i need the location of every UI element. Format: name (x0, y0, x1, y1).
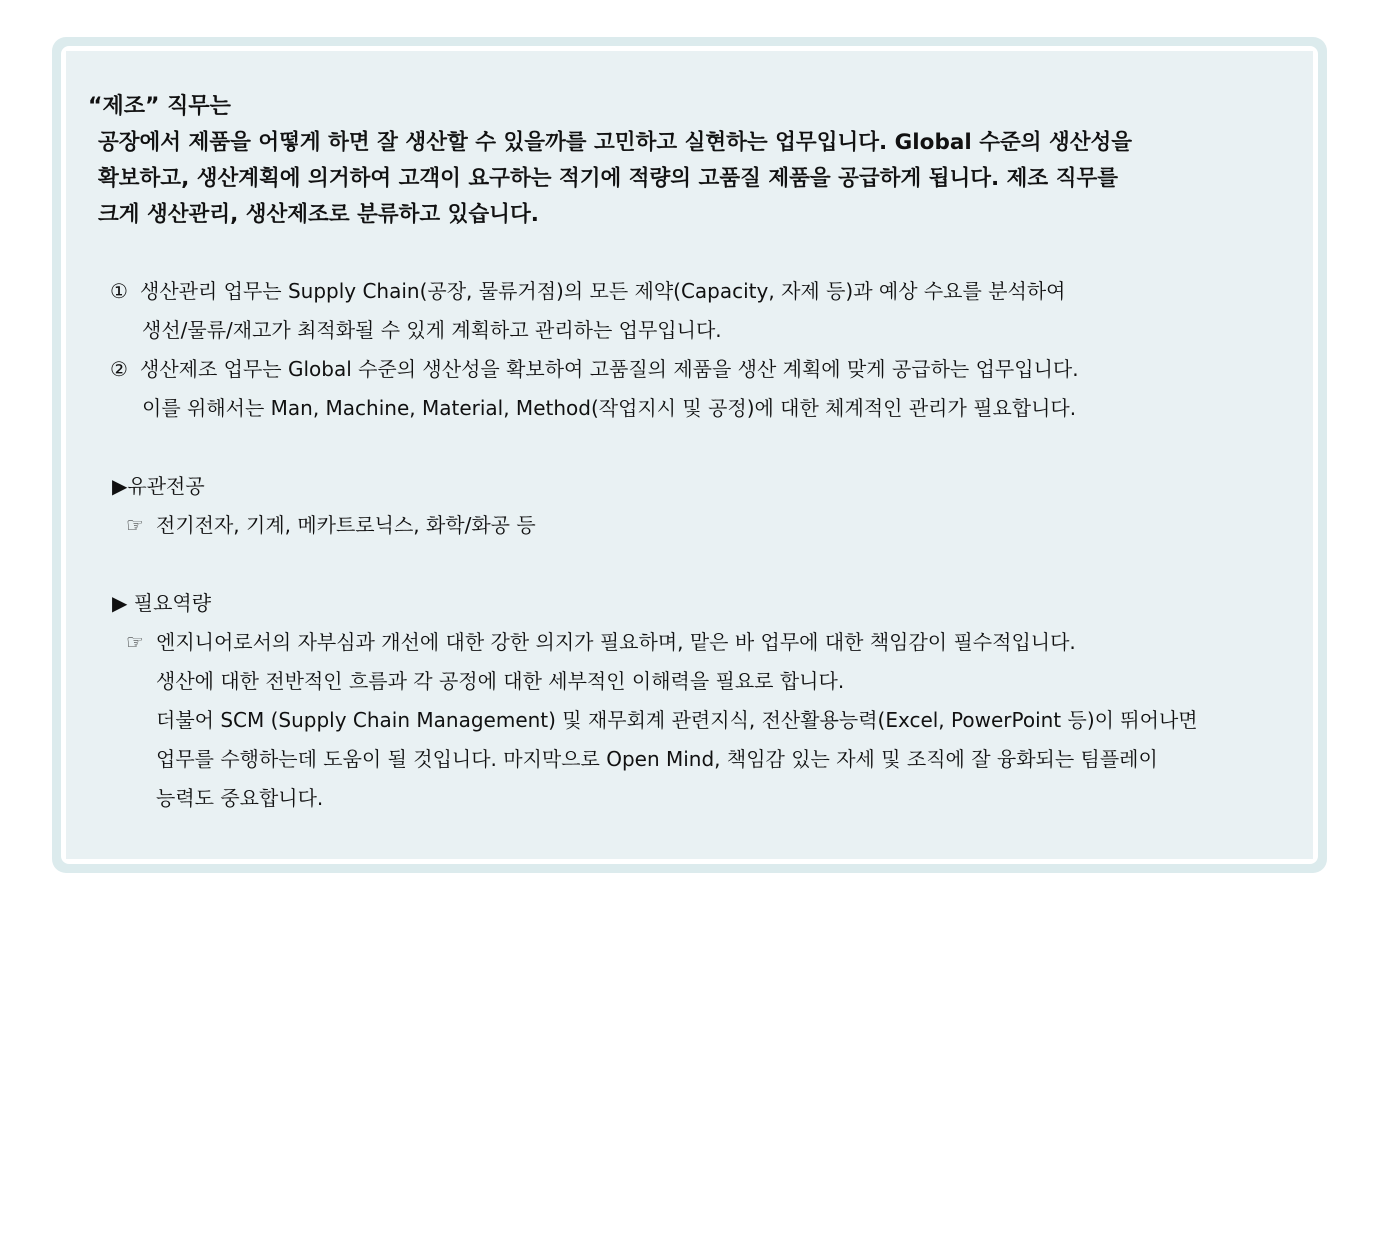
duty-item-production-management (110, 272, 1313, 350)
job-description-card (52, 37, 1327, 873)
section-body (112, 623, 1313, 818)
pointing-hand-icon: ☞ (126, 513, 144, 537)
majors-text: 전기전자, 기계, 메카트로닉스, 화학/화공 등 (156, 513, 536, 537)
related-majors-section (88, 467, 1313, 545)
section-heading (112, 467, 1313, 506)
body-line-continued: 능력도 중요합니다. (156, 786, 324, 810)
required-competencies-section (88, 584, 1313, 818)
intro-line: 크게 생산관리, 생산제조로 분류하고 있습니다. (98, 202, 539, 227)
duty-line (110, 272, 1313, 311)
triangle-bullet-icon: ▶ (112, 474, 128, 498)
duty-line-continued: 이를 위해서는 Man, Machine, Material, Method(작업지시 및 공정)에 대한 체계적인 관리가 필요합니다. (142, 396, 1077, 420)
intro-line: 공장에서 제품을 어떻게 하면 잘 생산할 수 있을까를 고민하고 실현하는 업무입니다. Global 수준의 생산성을 (98, 130, 1133, 155)
section-body (112, 506, 1313, 545)
duty-text: 생산관리 업무는 Supply Chain(공장, 물류거점)의 모든 제약(Capacity, 자제 등)과 예상 수요를 분석하여 (140, 279, 1066, 303)
intro-paragraph (98, 125, 1313, 233)
competency-text: 엔지니어로서의 자부심과 개선에 대한 강한 의지가 필요하며, 맡은 바 업무에 대한 책임감이 필수적입니다. (156, 630, 1076, 654)
job-title: “제조” 직무는 (88, 94, 231, 119)
body-line-continued: 생산에 대한 전반적인 흐름과 각 공정에 대한 세부적인 이해력을 필요로 합니다. (156, 669, 845, 693)
intro-line: 확보하고, 생산계획에 의거하여 고객이 요구하는 적기에 적량의 고품질 제품을 공급하게 됩니다. 제조 직무를 (98, 166, 1118, 191)
duty-line (110, 350, 1313, 389)
section-heading-text: 필요역량 (133, 591, 212, 615)
section-heading (112, 584, 1313, 623)
duty-text: 생산제조 업무는 Global 수준의 생산성을 확보하여 고품질의 제품을 생산 계획에 맞게 공급하는 업무입니다. (140, 357, 1079, 381)
duty-item-production-manufacturing (110, 350, 1313, 428)
triangle-bullet-icon: ▶ (112, 591, 128, 615)
circled-number-1: ① (110, 279, 128, 303)
body-line-continued: 업무를 수행하는데 도움이 될 것입니다. 마지막으로 Open Mind, 책임감 있는 자세 및 조직에 잘 융화되는 팀플레이 (156, 747, 1158, 771)
duty-list (88, 272, 1313, 428)
pointing-hand-icon: ☞ (126, 630, 144, 654)
card-border (61, 46, 1318, 864)
circled-number-2: ② (110, 357, 128, 381)
duty-line-continued: 생선/물류/재고가 최적화될 수 있게 계획하고 관리하는 업무입니다. (142, 318, 722, 342)
body-line (126, 623, 1313, 662)
body-line (126, 506, 1313, 545)
card-content (66, 51, 1313, 859)
section-heading-text: 유관전공 (127, 474, 205, 498)
body-line-continued: 더불어 SCM (Supply Chain Management) 및 재무회계 관련지식, 전산활용능력(Excel, PowerPoint 등)이 뛰어나면 (156, 708, 1198, 732)
